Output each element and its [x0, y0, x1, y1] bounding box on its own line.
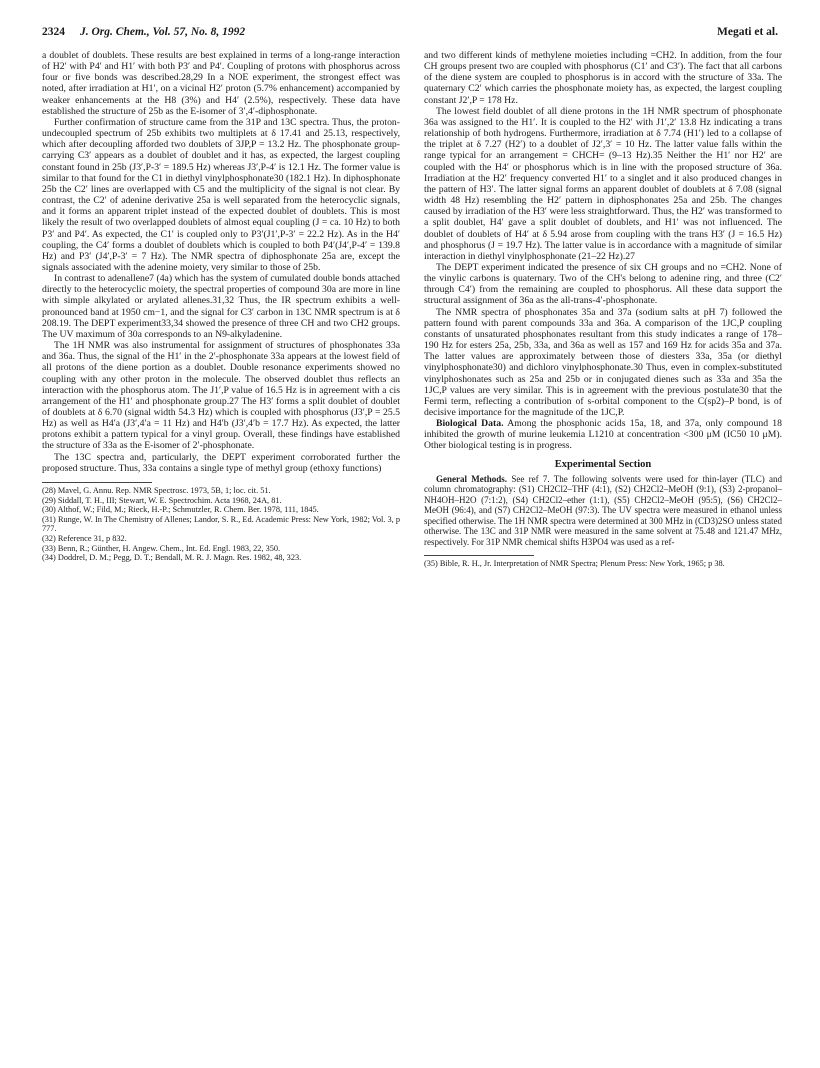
paragraph: The 13C spectra and, particularly, the DEPT experiment corroborated further the proposed structure. Thus, 33a contains a single type of methyl group (ethoxy functions): [42, 451, 400, 474]
footnote-divider: [42, 482, 152, 483]
footnote-divider: [424, 555, 534, 556]
paragraph: and two different kinds of methylene moieties including =CH2. In addition, from the four CH groups present two are coupled with phosphorus (C1′ and C3′). The fact that all carbons of the diene system are coupled to phosphorus is in accord with the structure of 33a. The quaternary C2′ which carries the phosphonate moiety has, as expected, the largest coupling constant J2′,P = 178 Hz.: [424, 50, 782, 106]
paragraph: The NMR spectra of phosphonates 35a and 37a (sodium salts at pH 7) followed the pattern found with parent compounds 33a and 36a. A comparison of the 1JC,P coupling constants of unsaturated phosphonates resultant from this study indicates a range of 178–190 Hz for esters 25a, 25b, 33a, and 36a as well as 157 and 169 Hz for acids 35a and 37a. The latter values are approximately between those of diesters 33a, 35a (or diethyl vinylphosphonate30) and dichloro vinylphosphonate.30 Thus, even in complex-substituted vinylphoshonates such as 25a and 25b or in conjugated dienes such as 33a and 35a the 1JC,P values are very similar. This is in agreement with the previous postulate30 that the Fermi term, reflecting a contribution of s-orbital component to the C(sp2)–P bond, is of decisive importance for the magnitude of the 1JC,P.: [424, 306, 782, 418]
paragraph: Further confirmation of structure came from the 31P and 13C spectra. Thus, the proton-undecoupled spectrum of 25b exhibits two multiplets at δ 17.41 and 25.13, respectively, which after decoupling afforded two doublets of 3JP,P = 13.2 Hz. The phosphonate group-carrying C3′ appears as a doublet of doublet and it has, as expected, the largest coupling constant found in 25b (J3′,P-3′ = 189.5 Hz) whereas J3′,P-4′ is 12.1 Hz. The former value is similar to that found for the C1 in diethyl vinylphosphonate30 (182.1 Hz). In diphosphonate 25b the C2′ lines are overlapped with C5 and the multiplicity of the signal is not clear. By contrast, the C2′ of adenine derivative 25a is well separated from the heterocyclic signals, and it forms an apparent triplet instead of the expected doublet of doublets. This is most likely the result of two overlapped doublets of almost equal coupling (J = ca. 10 Hz) to both P3′ and P4′. As expected, the C1′ is coupled only to P3′(J1′,P-3′ = 22.2 Hz). As in the H4′ coupling, the C4′ forms a doublet of doublets which is coupled to both P4′(J4′,P-4′ = 139.8 Hz) and P3′ (J4′,P-3′ = 7 Hz). The NMR spectra of diphosphonate 25a are, except the signals associated with the adenine moiety, very similar to those of 25b.: [42, 116, 400, 273]
paragraph: a doublet of doublets. These results are best explained in terms of a long-range interaction of H2′ with P4′ and H1′ with both P3′ and P4′. Coupling of protons with phosphorus across four or five bonds was described.28,29 In a NOE experiment, the strongest effect was noted, after irradiation at H1′, on a vicinal H2′ proton (5.7% enhancement) accompanied by weaker enhancements at the H8 (3%) and H4′ (2.5%), respectively. These data have established the structure of 25b as the E-isomer of 3′,4′-diphosphonate.: [42, 50, 400, 117]
page-number: 2324: [42, 26, 65, 38]
paragraph-text: See ref 7. The following solvents were used for thin-layer (TLC) and column chromatography: (S1) CH2Cl2–THF (4:1), (S2) CH2Cl2–MeOH (9:1), (S3) 2-propanol–NH4OH–H2O (7:1:2), (S4) CH2Cl2–ether (1:1), (S5) CH2Cl2–MeOH (95:5), (S6) CH2Cl2–MeOH (96:4), and (S7) CH2Cl2–MeOH (97:3). The UV spectra were measured in ethanol unless specified otherwise. The 1H NMR spectra were determined at 300 MHz in (CD3)2SO unless stated otherwise. The 13C and 31P NMR were measured in the same solvent at 75.48 and 121.47 MHz, respectively. For 31P NMR chemical shifts H3PO4 was used as a ref-: [424, 473, 782, 547]
paragraph: The lowest field doublet of all diene protons in the 1H NMR spectrum of phosphonate 36a was assigned to the H1′. It is coupled to the H2′ with J1′,2′ 13.8 Hz indicating a trans relationship of both hydrogens. Furthermore, irradiation at δ 7.74 (H1′) led to a collapse of the triplet at δ 7.27 (H2′) to a doublet of J2′,3′ = 10 Hz. The latter value falls within the range typical for an arrangement = CHCH= (9–13 Hz).35 Neither the H1′ nor H2′ are coupled with the H4′ or phosphorus which is in line with the proposed structure of 36a. Irradiation at the H2′ frequency converted H1′ to a singlet and it also produced changes in the pattern of H3′. The latter signal forms an apparent doublet of doublets at δ 7.08 (signal width 48 Hz) resembling the H2′ pattern in diphosphonates 25a and 25b. The changes caused by irradiation of the H3′ were less straightforward. Thus, the H2′ was transformed to a split doublet, H4′ gave a split doublet of doublets, and H1′ was not influenced. The doublet of doublets of H4′ at δ 5.94 arose from coupling with the trans H3′ (J = 16.5 Hz) and phosphorus (J = 19.7 Hz). The latter value is in accordance with a magnitude of similar interaction in diethyl vinylphosphonate (21–22 Hz).27: [424, 105, 782, 262]
paragraph: [424, 418, 782, 451]
paragraph: The 1H NMR was also instrumental for assignment of structures of phosphonates 33a and 36a. Thus, the signal of the H1′ in the 2′-phosphonate 33a appears at the lowest field of all protons of the diene portion as a doublet. Double resonance experiments showed no coupling with any other proton in the molecule. The observed doublet thus reflects an interaction with the phosphorus atom. The J1′,P value of 16.5 Hz is in agreement with a cis arrangement of the H1′ and phosphonate group.27 The H3′ forms a split doublet of doublet of doublets at δ 6.70 (signal width 54.3 Hz) which is coupled with phosphorus (J3′,P = 25.5 Hz) as well as H4′a (J3′,4′a = 11 Hz) and H4′b (J3′,4′b = 17.7 Hz). As expected, the latter protons exhibit a pattern typical for a vinyl group. Overall, these findings have established the structure of 33a as the E-isomer of 2′-phosphonate.: [42, 340, 400, 452]
footnote: (32) Reference 31, p 832.: [42, 533, 127, 543]
run-in-heading: Biological Data.: [436, 418, 504, 430]
footnotes: [424, 559, 782, 569]
section-heading: Experimental Section: [554, 458, 652, 470]
paragraph: In contrast to adenallene7 (4a) which has the system of cumulated double bonds attached directly to the heterocyclic moiety, the spectral properties of compound 30a are more in line with simple alkylated or arylated allenes.31,32 Thus, the IR spectrum exhibits a well-pronounced band at 1950 cm−1, and the signal for C3′ carbon in 13C NMR spectrum is at δ 208.19. The DEPT experiment33,34 showed the presence of three CH and two CH2 groups. The UV maximum of 30a corresponds to an N9-alkyladenine.: [42, 273, 400, 340]
paragraph-text: Among the phosphonic acids 15a, 18, and 37a, only compound 18 inhibited the growth of murine leukemia L1210 at concentration <300 μM (IC50 10 μM). Other biological testing is in progress.: [424, 418, 782, 452]
running-authors: Megati et al.: [717, 26, 778, 38]
right-column: [424, 50, 782, 569]
footnote: (35) Bible, R. H., Jr. Interpretation of NMR Spectra; Plenum Press: New York, 1965; p 38.: [424, 559, 725, 569]
footnote: (31) Runge, W. In The Chemistry of Allenes; Landor, S. R., Ed. Academic Press: New York, 1982; Vol. 3, p 777.: [42, 514, 400, 534]
run-in-heading: General Methods.: [436, 473, 508, 484]
footnote: (29) Siddall, T. H., III; Stewart, W. E. Spectrochim. Acta 1968, 24A, 81.: [42, 495, 282, 505]
page-header: [42, 26, 778, 44]
footnote: (34) Doddrel, D. M.; Pegg, D. T.; Bendall, M. R. J. Magn. Res. 1982, 48, 323.: [42, 553, 302, 563]
footnote: (33) Benn, R.; Günther, H. Angew. Chem., Int. Ed. Engl. 1983, 22, 350.: [42, 543, 281, 553]
left-column: [42, 50, 400, 563]
paragraph: [424, 474, 782, 548]
paragraph: The DEPT experiment indicated the presence of six CH groups and no =CH2. None of the vinylic carbons is quaternary. Two of the CH's belong to adenine ring, and three (C2′ through C4′) from the remaining are coupled to phosphorus. All these data support the structural assignment of 36a as the all-trans-4′-phosphonate.: [424, 261, 782, 307]
footnote: (30) Althof, W.; Fild, M.; Rieck, H.-P.; Schmutzler, R. Chem. Ber. 1978, 111, 1845.: [42, 505, 319, 515]
footnote: (28) Mavel, G. Annu. Rep. NMR Spectrosc. 1973, 5B, 1; loc. cit. 51.: [42, 485, 271, 495]
footnotes: [42, 486, 400, 563]
journal-citation: J. Org. Chem., Vol. 57, No. 8, 1992: [80, 26, 246, 38]
